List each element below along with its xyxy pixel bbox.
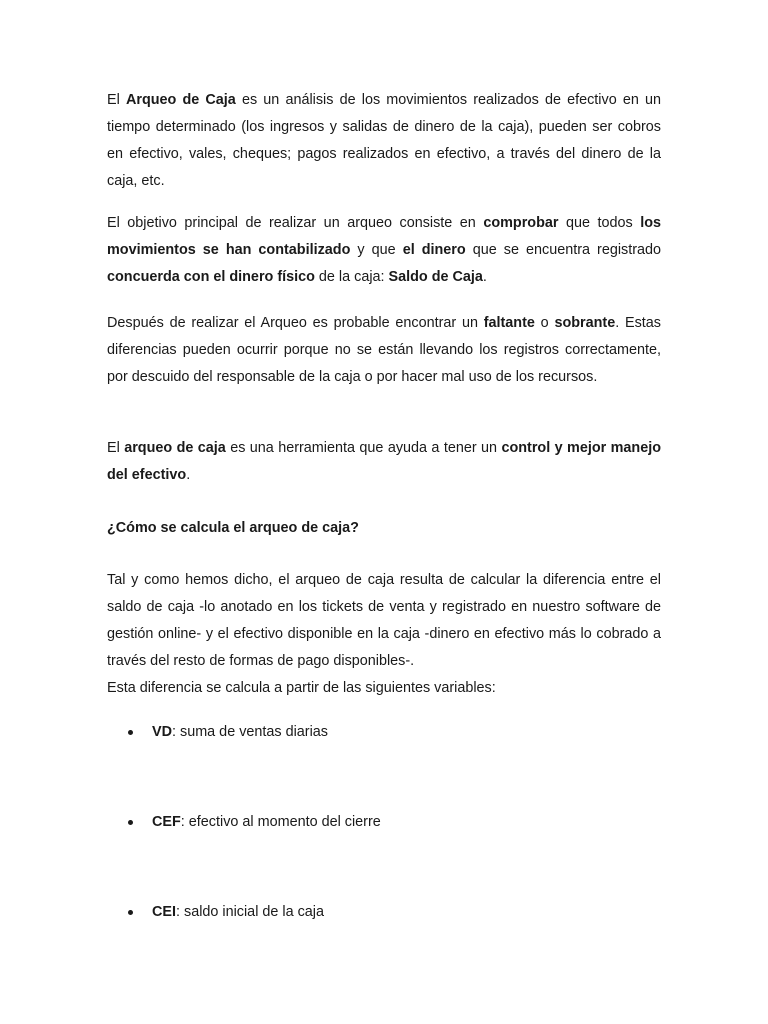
text: . — [482, 269, 487, 285]
bold-term: comprobar — [483, 215, 559, 231]
text: es una herramienta que ayuda a tener un — [225, 440, 502, 456]
bullet-icon — [128, 820, 133, 825]
bold-term: el dinero — [402, 242, 466, 258]
bold-term: concuerda con el dinero físico — [107, 269, 315, 285]
text: El objetivo principal de realizar un arqueo consiste en — [107, 215, 484, 231]
text: o — [534, 315, 555, 331]
text: y que — [350, 242, 403, 258]
text: que todos — [558, 215, 641, 231]
bold-term: Saldo de Caja — [388, 269, 483, 285]
bold-term: Arqueo de Caja — [125, 92, 236, 108]
text: El — [107, 92, 126, 108]
list-item — [128, 812, 381, 832]
paragraph-calculation: Tal y como hemos dicho, el arqueo de caja resulta de calcular la diferencia entre el saldo de caja -lo anotado en los tickets de venta y registrado en nuestro software de gestión online- y el efectivo disponible en la caja -dinero en efectivo más lo cobrado a través del resto de formas de pago disponibles-. — [107, 572, 661, 669]
list-item — [128, 902, 324, 922]
list-item — [128, 722, 328, 742]
paragraph-variables-intro: Esta diferencia se calcula a partir de las siguientes variables: — [107, 680, 496, 696]
bullet-icon — [128, 730, 133, 735]
bullet-icon — [128, 910, 133, 915]
bold-term: sobrante — [554, 315, 616, 331]
text: El — [107, 440, 125, 456]
variable-description: : suma de ventas diarias — [172, 724, 328, 740]
variable-code: CEF — [152, 814, 181, 830]
bold-term: control y mejor manejo del efectivo — [107, 440, 661, 483]
bold-term: los movimientos se han contabilizado — [107, 215, 661, 258]
bold-term: arqueo de caja — [124, 440, 226, 456]
text: Después de realizar el Arqueo es probable encontrar un — [107, 315, 484, 331]
text: que se encuentra registrado — [465, 242, 662, 258]
bold-term: faltante — [483, 315, 535, 331]
paragraph-objective — [107, 210, 661, 291]
variable-description: : saldo inicial de la caja — [176, 904, 324, 920]
text: es un análisis de los movimientos realizados de efectivo en un tiempo determinado (los ingresos y salidas de dinero de la caja), pueden ser cobros en efectivo, vales, cheques; pagos realizados en efectivo, a través del dinero de la caja, etc. — [107, 92, 662, 189]
text: . Estas diferencias pueden ocurrir porque no se están llevando los registros correctamente, por descuido del responsable de la caja o por hacer mal uso de los recursos. — [107, 315, 661, 385]
text: . — [186, 467, 191, 483]
section-heading: ¿Cómo se calcula el arqueo de caja? — [107, 520, 359, 536]
paragraph-tool — [107, 435, 661, 489]
paragraph-intro — [107, 87, 661, 195]
text: de la caja: — [314, 269, 389, 285]
variable-code: CEI — [152, 904, 176, 920]
variable-code: VD — [152, 724, 172, 740]
paragraph-differences — [107, 310, 661, 391]
variable-description: : efectivo al momento del cierre — [180, 814, 381, 830]
